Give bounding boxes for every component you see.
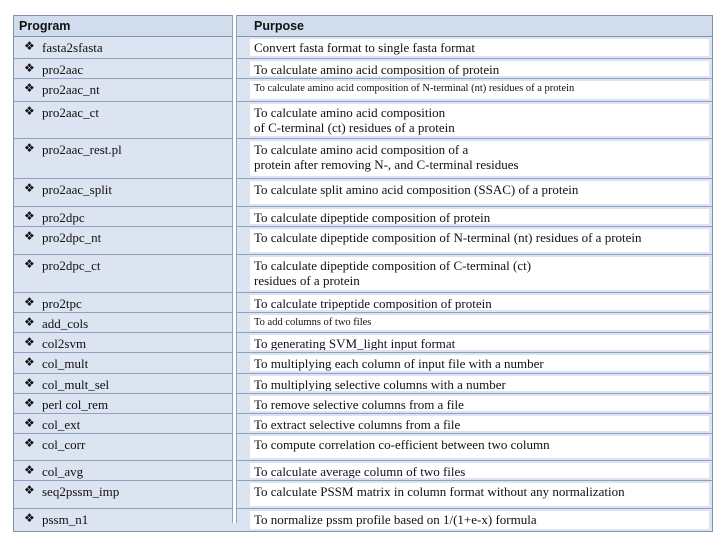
program-name: pro2dpc [42,210,85,225]
purpose-cell [250,257,709,290]
purpose-cell [250,511,709,529]
purpose-text: Convert fasta format to single fasta format [254,40,475,55]
purpose-text: residues of a protein [254,273,360,288]
table-row [14,353,712,374]
bullet-icon: ❖ [24,39,35,53]
table-row [14,414,712,434]
purpose-text: To compute correlation co-efficient between two column [254,437,550,452]
program-name: col_ext [42,417,81,432]
table-row [14,139,712,179]
bullet-icon: ❖ [24,141,35,155]
purpose-text: To calculate dipeptide composition of protein [254,210,491,224]
program-name: col2svm [42,336,87,351]
header-purpose: Purpose [254,19,305,33]
purpose-cell [250,335,709,350]
purpose-text: To extract selective columns from a file [254,417,461,431]
program-name: pssm_n1 [42,512,89,527]
program-name: col_corr [42,437,86,452]
purpose-text: To calculate dipeptide composition of C-terminal (ct) [254,258,532,273]
purpose-text: To calculate amino acid composition of protein [254,62,500,76]
purpose-cell [250,209,709,224]
bullet-icon: ❖ [24,396,35,410]
table-row [14,37,712,59]
purpose-text: To normalize pssm profile based on 1/(1+e-x) formula [254,512,537,527]
purpose-cell [250,376,709,391]
table-row [14,59,712,79]
bullet-icon: ❖ [24,181,35,195]
header-program: Program [19,19,71,33]
purpose-text: To calculate amino acid composition [254,105,446,120]
purpose-text: To calculate split amino acid composition (SSAC) of a protein [254,182,579,197]
program-name: pro2tpc [42,296,82,311]
program-table [13,15,713,532]
purpose-text: To calculate amino acid composition of N-terminal (nt) residues of a protein [254,83,575,94]
table-row [14,102,712,139]
bullet-icon: ❖ [24,81,35,95]
purpose-text: To multiplying selective columns with a number [254,377,506,391]
program-name: pro2dpc_ct [42,258,101,273]
bullet-icon: ❖ [24,104,35,118]
table-row [14,481,712,509]
bullet-icon: ❖ [24,295,35,309]
purpose-cell [250,355,709,371]
purpose-text: To calculate dipeptide composition of N-terminal (nt) residues of a protein [254,230,642,245]
bullet-icon: ❖ [24,355,35,369]
purpose-text: To generating SVM_light input format [254,336,456,350]
bullet-icon: ❖ [24,315,35,329]
bullet-icon: ❖ [24,61,35,75]
purpose-cell [250,61,709,76]
program-name: pro2dpc_nt [42,230,102,245]
purpose-text: To add columns of two files [254,317,372,328]
purpose-text: To remove selective columns from a file [254,397,464,411]
program-name: pro2aac_ct [42,105,100,120]
program-name: pro2aac_nt [42,82,100,97]
purpose-cell [250,463,709,478]
program-name: col_avg [42,464,84,479]
column-divider [232,15,237,523]
purpose-text: To calculate amino acid composition of a [254,142,469,157]
purpose-cell [250,396,709,411]
purpose-cell [250,104,709,136]
table-row [14,461,712,481]
program-name: perl col_rem [42,397,109,412]
table-row [14,227,712,255]
table-row [14,509,712,531]
program-name: col_mult [42,356,89,371]
table-row [14,179,712,207]
program-name: seq2pssm_imp [42,484,120,499]
purpose-cell [250,315,709,330]
bullet-icon: ❖ [24,511,35,525]
bullet-icon: ❖ [24,416,35,430]
purpose-cell [250,141,709,176]
table-row [14,333,712,353]
table-row [14,374,712,394]
purpose-text: To multiplying each column of input file with a number [254,356,544,371]
bullet-icon: ❖ [24,436,35,450]
program-name: pro2aac_rest.pl [42,142,122,157]
program-name: fasta2sfasta [42,40,103,55]
purpose-cell [250,295,709,310]
bullet-icon: ❖ [24,463,35,477]
table-row [14,313,712,333]
program-name: col_mult_sel [42,377,110,392]
purpose-text: of C-terminal (ct) residues of a protein [254,120,455,135]
table-header [14,16,712,37]
program-name: pro2aac [42,62,84,77]
purpose-text: To calculate average column of two files [254,464,466,478]
bullet-icon: ❖ [24,229,35,243]
purpose-cell [250,181,709,204]
bullet-icon: ❖ [24,376,35,390]
purpose-cell [250,416,709,431]
table-row [14,79,712,102]
bullet-icon: ❖ [24,257,35,271]
purpose-cell [250,483,709,506]
table-row [14,434,712,461]
purpose-cell [250,436,709,458]
purpose-text: To calculate tripeptide composition of protein [254,296,492,310]
program-name: pro2aac_split [42,182,113,197]
table-row [14,293,712,313]
program-name: add_cols [42,316,89,331]
table-body [14,37,712,531]
purpose-cell [250,39,709,56]
table-row [14,394,712,414]
purpose-text: To calculate PSSM matrix in column format without any normalization [254,484,625,499]
table-row [14,255,712,293]
purpose-text: protein after removing N-, and C-terminal residues [254,157,519,172]
table-row [14,207,712,227]
bullet-icon: ❖ [24,209,35,223]
purpose-cell [250,81,709,99]
bullet-icon: ❖ [24,335,35,349]
bullet-icon: ❖ [24,483,35,497]
purpose-cell [250,229,709,252]
